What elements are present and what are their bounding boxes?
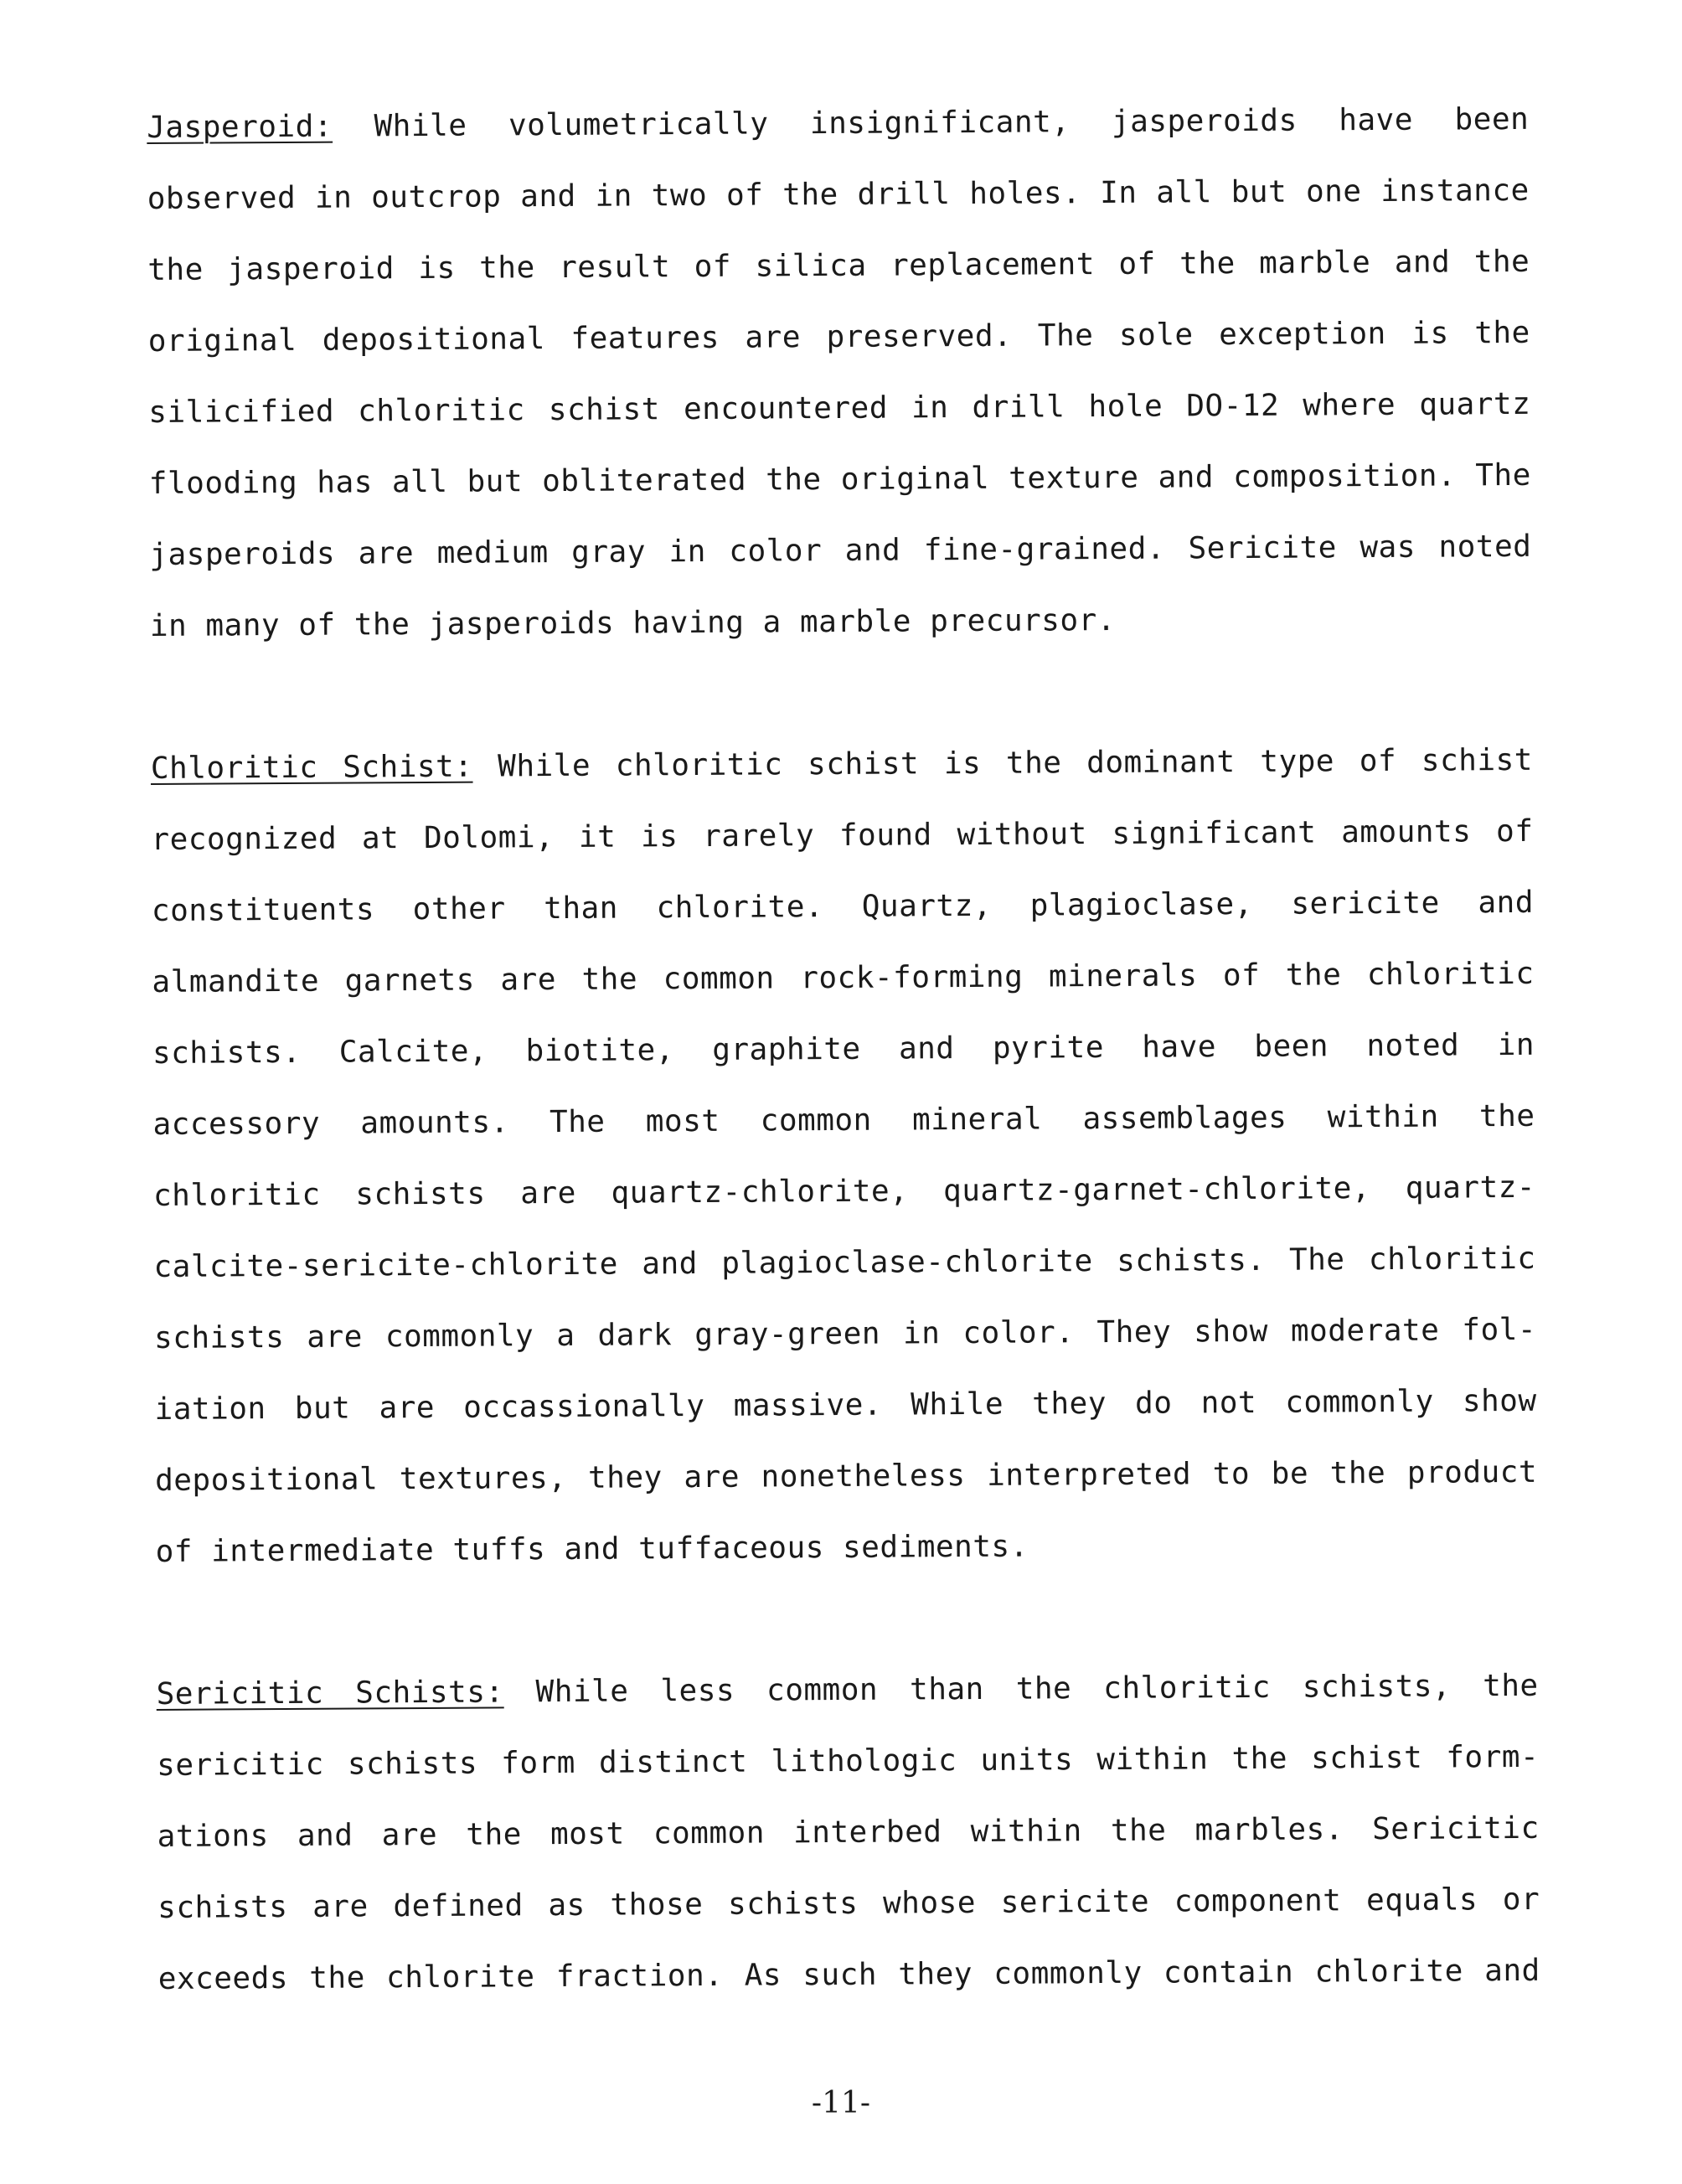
text-line: schists are defined as those schists whose sericite component equals or <box>157 1882 1540 1925</box>
section-heading: Jasperoid: <box>147 109 333 145</box>
page-number: -11- <box>811 2086 871 2120</box>
text-line: jasperoids are medium gray in color and fine-grained. Sericite was noted <box>149 529 1532 572</box>
text-line: recognized at Dolomi, it is rarely found without significant amounts of <box>151 813 1534 857</box>
paragraph-jasperoid <box>147 84 1532 662</box>
section-heading: Sericitic Schists: <box>156 1675 504 1712</box>
paragraph-sericitic-schists <box>156 1650 1540 2015</box>
paragraph-chloritic-schist <box>151 725 1538 1588</box>
text-line: schists are commonly a dark gray-green in color. They show moderate fol- <box>153 1312 1537 1355</box>
text-line: observed in outcrop and in two of the drill holes. In all but one instance <box>147 173 1530 216</box>
text-line-content: While volumetrically insignificant, jasperoids have been <box>332 101 1530 144</box>
text-line: original depositional features are preserved. The sole exception is the <box>147 315 1530 359</box>
text-line <box>147 84 1529 163</box>
text-line: flooding has all but obliterated the original texture and composition. The <box>148 457 1531 501</box>
text-line: almandite garnets are the common rock-forming minerals of the chloritic <box>152 956 1535 999</box>
text-line: exceeds the chlorite fraction. As such they commonly contain chlorite and <box>157 1953 1540 1996</box>
text-line-content: While chloritic schist is the dominant type of schist <box>472 742 1534 784</box>
text-line: sericitic schists form distinct lithologic units within the schist form- <box>157 1739 1540 1783</box>
text-line <box>156 1650 1538 1730</box>
text-line: calcite-sericite-chlorite and plagioclase-chlorite schists. The chloritic <box>153 1241 1536 1284</box>
text-line: of intermediate tuffs and tuffaceous sediments. <box>155 1529 1029 1569</box>
text-line: the jasperoid is the result of silica replacement of the marble and the <box>147 244 1530 287</box>
text-line: accessory amounts. The most common mineral assemblages within the <box>152 1098 1535 1142</box>
section-heading: Chloritic Schist: <box>150 749 473 786</box>
text-line: schists. Calcite, biotite, graphite and pyrite have been noted in <box>152 1027 1535 1071</box>
text-line: iation but are occassionally massive. While they do not commonly show <box>154 1383 1537 1427</box>
text-line-content: While less common than the chloritic schists, the <box>503 1668 1539 1710</box>
text-line: chloritic schists are quartz-chlorite, quartz-garnet-chlorite, quartz- <box>152 1169 1536 1213</box>
text-line: ations and are the most common interbed within the marbles. Sericitic <box>157 1810 1540 1854</box>
text-line: constituents other than chlorite. Quartz, plagioclase, sericite and <box>151 885 1535 928</box>
text-line: silicified chloritic schist encountered in drill hole DO-12 where quartz <box>148 386 1531 430</box>
document-body <box>147 84 1541 2086</box>
text-line <box>151 725 1533 804</box>
text-line: in many of the jasperoids having a marble precursor. <box>149 602 1117 643</box>
text-line: depositional textures, they are nonetheless interpreted to be the product <box>154 1454 1538 1498</box>
